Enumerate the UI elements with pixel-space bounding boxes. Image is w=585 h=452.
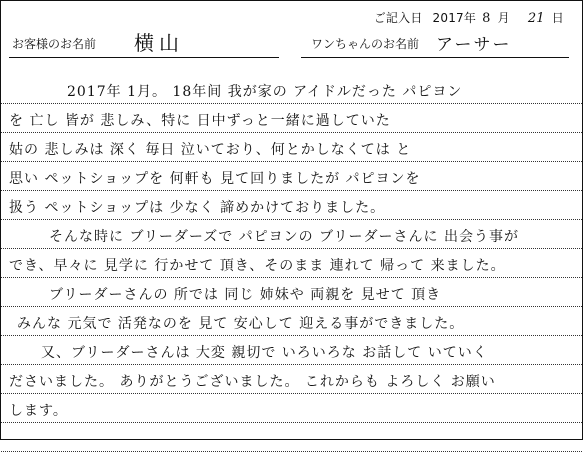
form-header — [1, 1, 582, 63]
customer-name-field — [9, 27, 279, 58]
letter-line-text: 2017年 1月。 18年间 我が家の アイドルだった パピヨン — [67, 84, 463, 100]
entry-date-day: 21 — [527, 11, 545, 26]
letter-line-text: 又、ブリーダーさんは 大変 親切で いろいろな お話して いていく — [41, 345, 488, 361]
letter-line — [1, 336, 582, 365]
entry-date-month: 8 — [482, 11, 491, 26]
letter-line — [1, 220, 582, 249]
letter-line — [1, 423, 582, 452]
letter-line — [1, 365, 582, 394]
letter-line-text: 姑の 悲しみは 深く 毎日 泣いており、何とかしなくては と — [9, 142, 412, 158]
dog-name-value: アーサー — [436, 35, 512, 55]
customer-name-value: 横山 — [134, 31, 184, 55]
letter-line — [1, 104, 582, 133]
letter-line — [1, 162, 582, 191]
letter-line-text: を 亡し 皆が 悲しみ、特に 日中ずっと一緒に過していた — [9, 113, 391, 129]
dog-name-label: ワンちゃんのお名前 — [311, 37, 420, 51]
letter-line — [1, 249, 582, 278]
letter-line-text: ださいました。 ありがとうございました。 これからも よろしく お願い — [9, 374, 496, 390]
letter-line — [1, 394, 582, 423]
entry-date-row — [374, 9, 564, 26]
letter-line-text: 思い ペットショップを 何軒も 見て回りましたが パピヨンを — [9, 171, 421, 187]
letter-body — [1, 75, 582, 429]
entry-date-day-unit: 日 — [551, 11, 564, 25]
letter-line-text: 扱う ペットショップは 少なく 諦めかけておりました。 — [9, 200, 386, 216]
letter-line-text: でき、早々に 見学に 行かせて 頂き、そのまま 連れて 帰って 来ました。 — [9, 258, 506, 274]
entry-date-label: ご記入日 — [373, 11, 423, 25]
letter-line-text: します。 — [9, 403, 68, 419]
letter-line — [1, 191, 582, 220]
entry-date-month-unit: 月 — [497, 11, 510, 25]
letter-line — [1, 133, 582, 162]
letter-line-text: ブリーダーさんの 所では 同じ 姉妹や 両親を 見せて 頂き — [49, 287, 442, 303]
customer-name-label: お客様のお名前 — [12, 37, 97, 51]
letter-line — [1, 75, 582, 104]
entry-date-year: 2017年 — [432, 11, 477, 25]
dog-name-field — [301, 27, 569, 58]
letter-line — [1, 307, 582, 336]
letter-line-text: そんな時に ブリーダーズで パピヨンの ブリーダーさんに 出会う事が — [49, 229, 519, 245]
letter-line-text: みんな 元気で 活発なのを 見て 安心して 迎える事ができました。 — [17, 316, 465, 332]
letter-line — [1, 278, 582, 307]
